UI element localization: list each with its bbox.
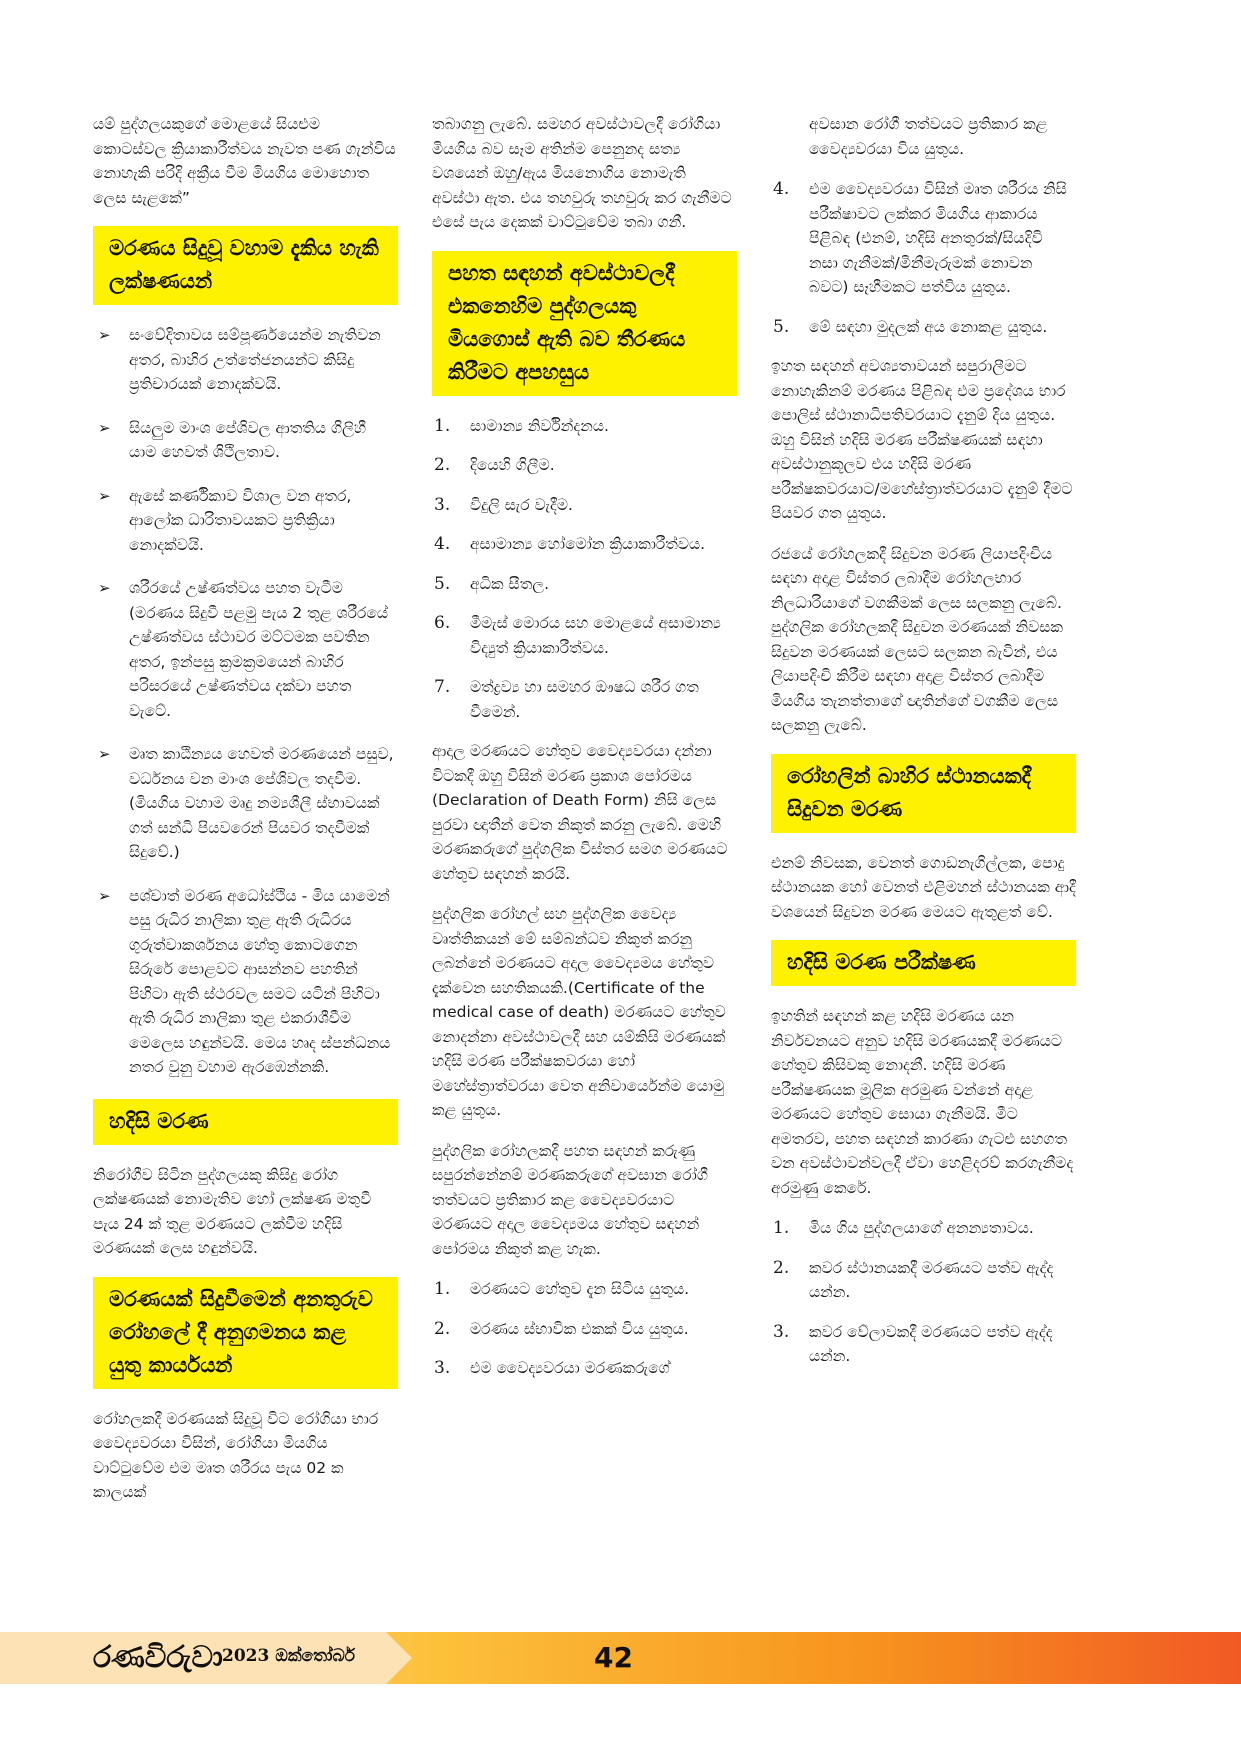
conditions-list (432, 1277, 737, 1381)
list-item: 2. දියෙහි ගිලීම. (434, 455, 555, 475)
list-item: 7. මත්ද්‍රව්‍ය හා සමහර ඖෂධ ශරීර ගත වීමෙන්. (434, 677, 699, 721)
list-item: 4. එම වෛද්‍යවරයා විසින් මෘත ශරීරය නිසි පරීක්ෂාවට ලක්කර මියගිය ආකාරය පිළිබඳ (එනම්, හදිසි අනතුරක්/සියදිවි නසා ගැනීමක්/මිනීමැරුමක් නොවන බවට) සෑහීමකට පත්විය යුතුය. (773, 179, 1067, 296)
list-item: 3. එම වෛද්‍යවරයා මරණකරුගේ (434, 1358, 670, 1378)
arrow-bullet-icon: ➢ (98, 886, 111, 905)
magazine-logo: රණවිරුවා (93, 1640, 223, 1675)
difficult-cases-list (432, 414, 737, 725)
heading-signs-of-death: මරණය සිදුවූ වහාම දැකිය හැකි ලක්ෂණයන් (93, 226, 398, 305)
conditions-paragraph: පුද්ගලික රෝහලකදී පහත සඳහන් කරුණු සපුරන්නේනම් මරණකරුගේ අවසාන රෝගී තත්වයට ප්‍රතිකාර කළ වෛද්‍යවරයාට මරණයට අදාල වෛද්‍යමය හේතුව සඳහන් පෝරමය නිකුත් කළ හැක. (432, 1141, 708, 1258)
list-item: ➢ මෘත කාඨින්‍යය හෙවත් මරණයෙන් පසුව, වර්ධනය වන මාංශ පේශිවල තදවීම. (මියගිය වහාම මෘදු නම්‍යශීලී ස්භාවයක් ගත් සන්ධි පියවරෙන් පියවර තදවීමක් සිදුවේ.) (93, 742, 398, 865)
list-item: 1. මරණයට හේතුව දැන සිටිය යුතුය. (434, 1279, 690, 1299)
column-3 (771, 112, 1076, 1384)
sudden-death-paragraph: නිරෝගීව සිටින පුද්ගලයකු කිසිදු රෝග ලක්ෂණයක් නොමැතිව හෝ ලක්ෂණ මතුවී පැය 24 ක් තුළ මරණයට ලක්වීම හදිසි මරණයක් ලෙස හඳුන්වයි. (93, 1165, 372, 1257)
list-item: 6. මීමැස් මොරය සහ මොළයේ අසාමාන්‍ය විද්‍යුත් ක්‍රියාකාරීත්වය. (434, 613, 721, 657)
list-item: 3. කවර වේලාවකදී මරණයට පත්ව ඇද්ද යන්න. (773, 1321, 1053, 1365)
inquest-paragraph: ඉහතින් සඳහන් කළ හදිසි මරණය යන නිර්වචනයට අනුව හදිසි මරණයකදී මරණයට හේතුව කිසිවකු නොදනී. හදිසි මරණ පරීක්ෂණයක මූලික අරමුණ වන්නේ අදාළ මරණයට හේතුව සොයා ගැනීමයි. මීට අමතරව, පහත සඳහන් කාරණා ගැටළු සහගත වන අවස්ථාවන්වලදී ඒවා හෙළිදරව් කරගැනීමද අරමුණු කෙරේ. (771, 1007, 1074, 1197)
list-item: ➢ පශ්චාත් මරණ අධෝස්ථිය - මිය යාමෙන් පසු රුධිර නාලිකා තුළ ඇති රුධිරය ගුරුත්වාකර්ශනය හේතු කොටගෙන සිරුරේ පොළවට ආසන්නව පහතින් පිහිටා ඇති ස්ථරවල සමට යටින් පිහිටා ඇති රුධිර නාලිකා තුළ එකරාශීවීම මෙලෙස හඳුන්වයි. මෙය හෘද ස්පන්ධනය නතර වුනු වහාම ඇරඹෙන්නකි. (93, 884, 398, 1080)
list-item: 2. මරණය ස්භාවික එකක් විය යුතුය. (434, 1318, 689, 1339)
list-item: ➢ ශරීරයේ උෂ්ණත්වය පහත වැටීම (මරණය සිදුවී පළමු පැය 2 තුළ ශරීරයේ උෂ්ණත්වය ස්ථාවර මට්ටමක පවතින අතර, ඉන්පසු ක්‍රමක්‍රමයෙන් බාහිර පරිසරයේ උෂ්ණත්වය දක්වා පහත වැටේ. (93, 576, 398, 723)
list-item: ➢ සංවේදිතාවය සම්පූර්ණයෙන්ම නැතිවන අතර, බාහිර උත්තේජනයන්ට කිසිදු ප්‍රතිචාරයක් නොදක්වයි. (93, 323, 398, 397)
after-death-paragraph: රෝහලකදී මරණයක් සිදුවූ විට රෝගියා භාර වෛද්‍යවරයා විසින්, රෝගියා මියගිය වාට්ටුවේම එම මෘත ශරීරය පැය 02 ක කාලයක් (93, 1409, 379, 1501)
arrow-bullet-icon: ➢ (98, 326, 111, 344)
list-item: 2. කවර ස්ථානයකදී මරණයට පත්ව ඇද්ද යන්න. (773, 1257, 1054, 1301)
heading-outside-hospital: රෝහලින් බාහිර ස්ථානයකදී සිදුවන මරණ (771, 754, 1076, 833)
heading-inquest: හදිසි මරණ පරීක්ෂණ (771, 940, 1076, 986)
intro-paragraph: යම් පුද්ගලයකුගේ මොළයේ සියළුම කොටස්වල ක්‍රියාකාරීත්වය නැවත පණ ගැන්විය නොහැකි පරිදි අක්‍රීය වීම මියගිය මොහොත ලෙස සැළකේ” (93, 115, 396, 207)
private-hospital-paragraph: පුද්ගලික රෝහල් සහ පුද්ගලික වෛද්‍ය වෘත්තිකයන් මේ සම්බන්ධව නිකුත් කරනු ලබන්නේ මරණයට අදාල වෛද්‍යමය හේතුව දැක්වෙන සහතිකයකි.(Certificate of the medical case of death) මරණයට හේතුව නොදන්නා අවස්ථාවලදී සහ යම්කිසි මරණයක් හදිසි මරණ පරීක්ෂකවරයා හෝ මහේස්ත්‍රාත්වරයා වෙත අනිවාර්යෙන්ම යොමු කළ යුතුය. (432, 905, 726, 1119)
list-item: ➢ සියලුම මාංශ පේශිවල ආතතිය ගිලිහී යාම හෙවත් ශිථිලතාව. (93, 416, 398, 465)
list-item: ➢ ඇසේ කර්ණිකාව විශාල වන අතර, ආලෝක ධාරිතාවයකට ප්‍රතික්‍රියා නොදක්වයි. (93, 484, 398, 558)
heading-difficult-cases: පහත සඳහන් අවස්ථාවලදී එකනෙහිම පුද්ගලයකු මියගොස් ඇති බව තීරණය කිරීමට අපහසුය (432, 251, 737, 396)
column-2 (432, 112, 737, 1396)
list-item: 1. සාමාන්‍ය නිර්වින්දනය. (434, 415, 609, 436)
inquest-list (771, 1216, 1076, 1369)
page-number: 42 (594, 1641, 633, 1674)
conditions-list-continued (771, 177, 1076, 339)
list-item: 3. විදුලි සැර වැදීම. (434, 494, 573, 515)
page-footer (0, 1632, 1241, 1684)
list-item: 4. අසාමාන්‍ය හෝමෝන ක්‍රියාකාරීත්වය. (434, 534, 706, 554)
continuation-paragraph: අවසාන රෝගී තත්වයට ප්‍රතිකාර කළ වෛද්‍යවරයා විය යුතුය. (809, 115, 1048, 158)
outside-hospital-paragraph: එනම් නිවසක, වෙනත් ගොඩනැගිල්ලක, පොදු ස්ථානයක හෝ වෙනත් එළිමහන් ස්ථානයක ආදී වශයෙන් සිදුවන මරණ මෙයට ඇතුළත් වේ. (771, 853, 1076, 921)
declaration-paragraph: ආදාල මරණයට හේතුව වෛද්‍යවරයා දන්නා විටකදී ඔහු විසින් මරණ ප්‍රකාශ පෝරමය (Declaration of Death Form) නිසි ලෙස පුරවා ඥාතීන් වෙත නිකුත් කරනු ලැබේ. මෙහි මරණකරුගේ පුද්ගලික විස්තර සමග මරණයට හේතුව සඳහන් කරයි. (432, 742, 728, 883)
police-paragraph: ඉහත සඳහන් අවශ්‍යතාවයන් සපුරාලීමට නොහැකිනම් මරණය පිළිබඳ එම ප්‍රදේශය භාර පොලිස් ස්ථානාධිපතිවරයාට දැනුම් දිය යුතුය. ඔහු විසින් හදිසි මරණ පරීක්ෂණයක් සඳහා අවස්ථානුකූලව එය හදිසි මරණ පරීක්ෂකවරයාට/මහේස්ත්‍රාත්වරයාට දැනුම් දීමට පියවර ගත යුතුය. (771, 357, 1073, 522)
issue-date: 2023 ඔක්තෝබර් (222, 1646, 356, 1666)
arrow-bullet-icon: ➢ (98, 486, 111, 505)
arrow-bullet-icon: ➢ (98, 418, 111, 437)
column-1 (93, 112, 398, 1521)
list-item: 5. මේ සඳහා මුදලක් අය නොකළ යුතුය. (773, 316, 1048, 337)
arrow-bullet-icon: ➢ (98, 579, 111, 597)
list-item: 1. මිය ගිය පුද්ගලයාගේ අනන්‍යතාවය. (773, 1218, 1034, 1238)
list-item: 5. අධික සීතල. (434, 573, 550, 594)
arrow-bullet-icon: ➢ (98, 745, 111, 763)
continuation-paragraph: තබාගනු ලැබේ. සමහර අවස්ථාවලදී රෝගියා මියගිය බව සෑම අතින්ම පෙනුනද සත්‍ය වශයෙන් ඔහු/ඇය මියනොගිය නොමැති අවස්ථා ඇත. එය තහවුරු තහවුරු කර ගැනීමට එසේ පැය දෙකක් වාට්ටුවේම තබා ගනී. (432, 115, 732, 231)
registration-paragraph: රජයේ රෝහලකදී සිදුවන මරණ ලියාපදිංචිය සඳහා අදාළ විස්තර ලබාදීම රෝහලභාර නිලධාරියාගේ වගකීමක් ලෙස සලකනු ලැබේ. පුද්ගලික රෝහලකදී සිදුවන මරණයක් නිවසක සිදුවන මරණයක් ලෙසට සලකන බැවින්, එය ලියාපදිංචි කිරීම සඳහා අදාළ විස්තර ලබාදීම මියගිය තැනත්තාගේ ඥාතින්ගේ වගකීම ලෙස සලකනු ලැබේ. (771, 544, 1063, 734)
signs-list (93, 323, 398, 1080)
heading-sudden-death: හදිසි මරණ (93, 1099, 398, 1145)
heading-after-death-duties: මරණයක් සිදුවීමෙන් අනතුරුව රෝහලේ දී අනුගමනය කළ යුතු කාර්යයන් (93, 1277, 398, 1389)
